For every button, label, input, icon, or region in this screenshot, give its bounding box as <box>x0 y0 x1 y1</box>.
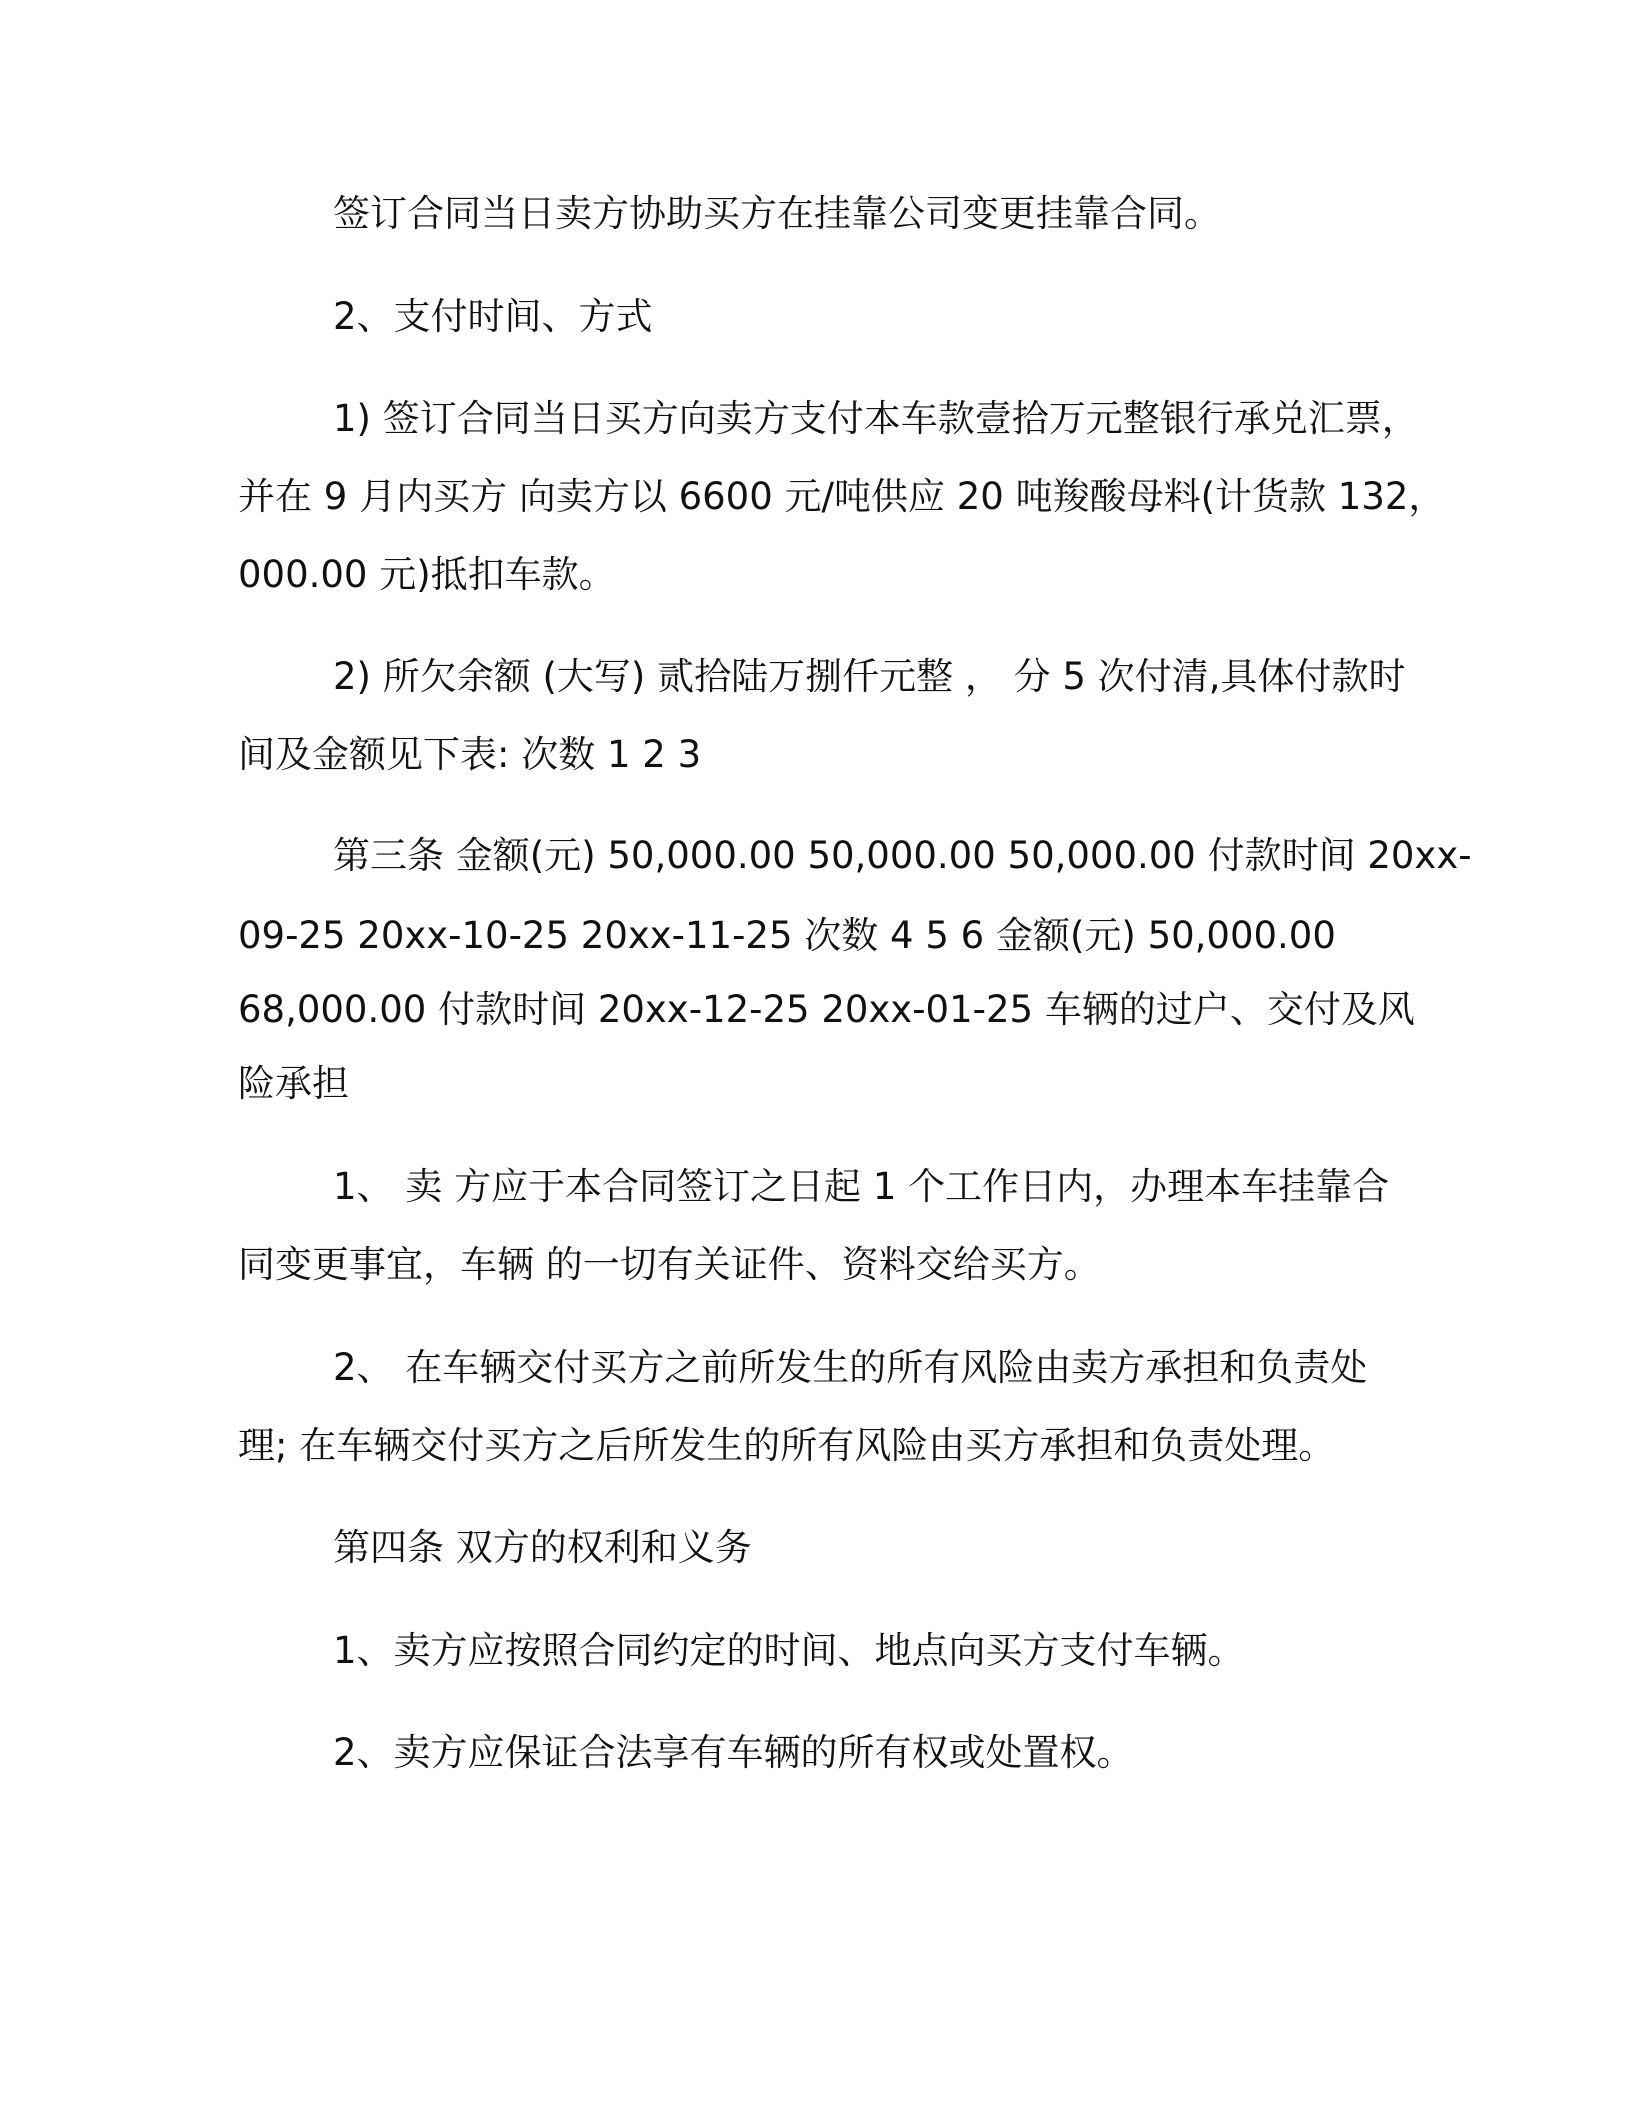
text-line-14: 2、 在车辆交付买方之前所发生的所有风险由卖方承担和负责处 <box>333 1346 1368 1389</box>
text-line-12: 1、 卖 方应于本合同签订之日起 1 个工作日内，办理本车挂靠合 <box>333 1165 1390 1208</box>
text-line-7: 间及金额见下表: 次数 1 2 3 <box>238 733 702 776</box>
text-line-1: 签订合同当日卖方协助买方在挂靠公司变更挂靠合同。 <box>333 192 1221 235</box>
text-line-10: 68,000.00 付款时间 20xx-12-25 20xx-01-25 车辆的过户、交付及风 <box>238 988 1415 1031</box>
text-line-6: 2) 所欠余额 (大写) 贰拾陆万捌仟元整 ， 分 5 次付清,具体付款时 <box>333 655 1406 698</box>
text-line-15: 理; 在车辆交付买方之后所发生的所有风险由买方承担和负责处理。 <box>238 1424 1336 1467</box>
text-line-5: 000.00 元)抵扣车款。 <box>238 553 616 596</box>
text-line-13: 同变更事宜，车辆 的一切有关证件、资料交给买方。 <box>238 1243 1101 1286</box>
text-line-16: 第四条 双方的权利和义务 <box>333 1526 752 1569</box>
text-line-8: 第三条 金额(元) 50,000.00 50,000.00 50,000.00 付款时间 20xx- <box>333 834 1472 877</box>
text-line-4: 并在 9 月内买方 向卖方以 6600 元/吨供应 20 吨羧酸母料(计货款 132， <box>238 475 1446 518</box>
text-line-18: 2、卖方应保证合法享有车辆的所有权或处置权。 <box>333 1731 1134 1774</box>
text-line-9: 09-25 20xx-10-25 20xx-11-25 次数 4 5 6 金额(元) 50,000.00 <box>238 914 1336 957</box>
text-line-17: 1、卖方应按照合同约定的时间、地点向买方支付车辆。 <box>333 1629 1245 1672</box>
text-line-2: 2、支付时间、方式 <box>333 295 653 338</box>
text-line-11: 险承担 <box>238 1062 349 1105</box>
text-line-3: 1) 签订合同当日买方向卖方支付本车款壹拾万元整银行承兑汇票， <box>333 397 1419 440</box>
